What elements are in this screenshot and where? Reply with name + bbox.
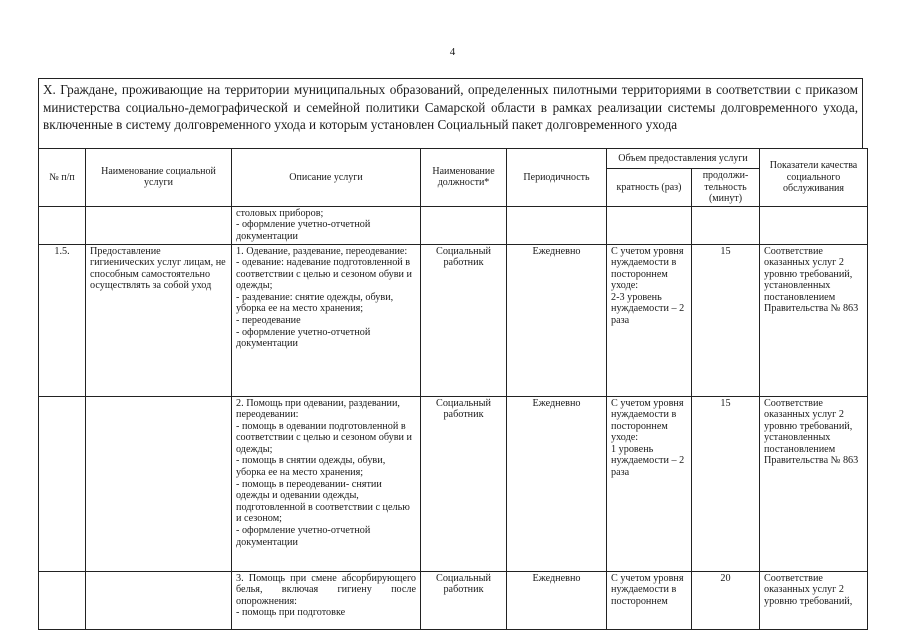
cell-service-name	[86, 571, 232, 629]
header-periodicity: Периодичность	[507, 149, 607, 207]
header-frequency: кратность (раз)	[607, 169, 692, 207]
cell-frequency: С учетом уровня нуждаемости в постороннем уходе: 2-3 уровень нуждаемости – 2 раза	[607, 244, 692, 396]
header-num: № п/п	[39, 149, 86, 207]
cell-service-name: Предоставление гигиенических услуг лицам, не способным самостоятельно осуществлять за собой уход	[86, 244, 232, 396]
header-row	[39, 149, 868, 169]
table-row	[39, 206, 868, 244]
cell-duration: 15	[692, 244, 760, 396]
table-row	[39, 396, 868, 571]
cell-service-name	[86, 396, 232, 571]
services-table	[38, 148, 868, 630]
cell-description: 1. Одевание, раздевание, переодевание: - одевание: надевание подготовленной в соответствии с целью и сезоном обуви и одежды; - раздевание: снятие одежды, обуви, уборка ее на место хранения; - переодевание - оформление учетно-отчетной документации	[232, 244, 421, 396]
cell-position: Социальный работник	[421, 396, 507, 571]
cell-frequency: С учетом уровня нуждаемости в постороннем уходе: 1 уровень нуждаемости – 2 раза	[607, 396, 692, 571]
cell-quality: Соответствие оказанных услуг 2 уровню требований,	[760, 571, 868, 629]
cell-description: 2. Помощь при одевании, раздевании, переодевании: - помощь в одевании подготовленной в соответствии с целью и сезоном обуви и одежды; - помощь в снятии одежды, обуви, уборка ее на место хранения; - помощь в переодевании- снятии одежды и одевании одежды, подготовленной в соответствии с целью и сезоном; - оформление учетно-отчетной документации	[232, 396, 421, 571]
cell-quality: Соответствие оказанных услуг 2 уровню требований, установленных постановлением Правительства № 863	[760, 396, 868, 571]
header-volume: Объем предоставления услуги	[607, 149, 760, 169]
cell-periodicity	[507, 206, 607, 244]
cell-position	[421, 206, 507, 244]
header-position: Наименование должности*	[421, 149, 507, 207]
cell-position: Социальный работник	[421, 571, 507, 629]
section-heading: X. Граждане, проживающие на территории муниципальных образований, определенных пилотными территориями в соответствии с приказом министерства социально-демографической и семейной политики Самарской области в рамках реализации системы долговременного ухода, включенные в систему долговременного ухода и которым установлен Социальный пакет долговременного ухода	[38, 78, 863, 148]
cell-periodicity: Ежедневно	[507, 244, 607, 396]
cell-service-name	[86, 206, 232, 244]
cell-num	[39, 396, 86, 571]
table-row	[39, 571, 868, 629]
cell-num: 1.5.	[39, 244, 86, 396]
cell-duration	[692, 206, 760, 244]
cell-frequency: С учетом уровня нуждаемости в постороннем	[607, 571, 692, 629]
cell-num	[39, 206, 86, 244]
page-number: 4	[449, 46, 456, 58]
cell-description: 3. Помощь при смене абсорбирующего белья, включая гигиену после опорожнения: - помощь при подготовке	[232, 571, 421, 629]
header-duration: продолжи-тельность (минут)	[692, 169, 760, 207]
table-row	[39, 244, 868, 396]
cell-quality	[760, 206, 868, 244]
cell-frequency	[607, 206, 692, 244]
cell-quality: Соответствие оказанных услуг 2 уровню требований, установленных постановлением Правительства № 863	[760, 244, 868, 396]
header-description: Описание услуги	[232, 149, 421, 207]
cell-periodicity: Ежедневно	[507, 571, 607, 629]
cell-position: Социальный работник	[421, 244, 507, 396]
cell-num	[39, 571, 86, 629]
header-service-name: Наименование социальной услуги	[86, 149, 232, 207]
cell-description: столовых приборов; - оформление учетно-отчетной документации	[232, 206, 421, 244]
cell-duration: 15	[692, 396, 760, 571]
cell-duration: 20	[692, 571, 760, 629]
header-quality: Показатели качества социального обслуживания	[760, 149, 868, 207]
cell-periodicity: Ежедневно	[507, 396, 607, 571]
